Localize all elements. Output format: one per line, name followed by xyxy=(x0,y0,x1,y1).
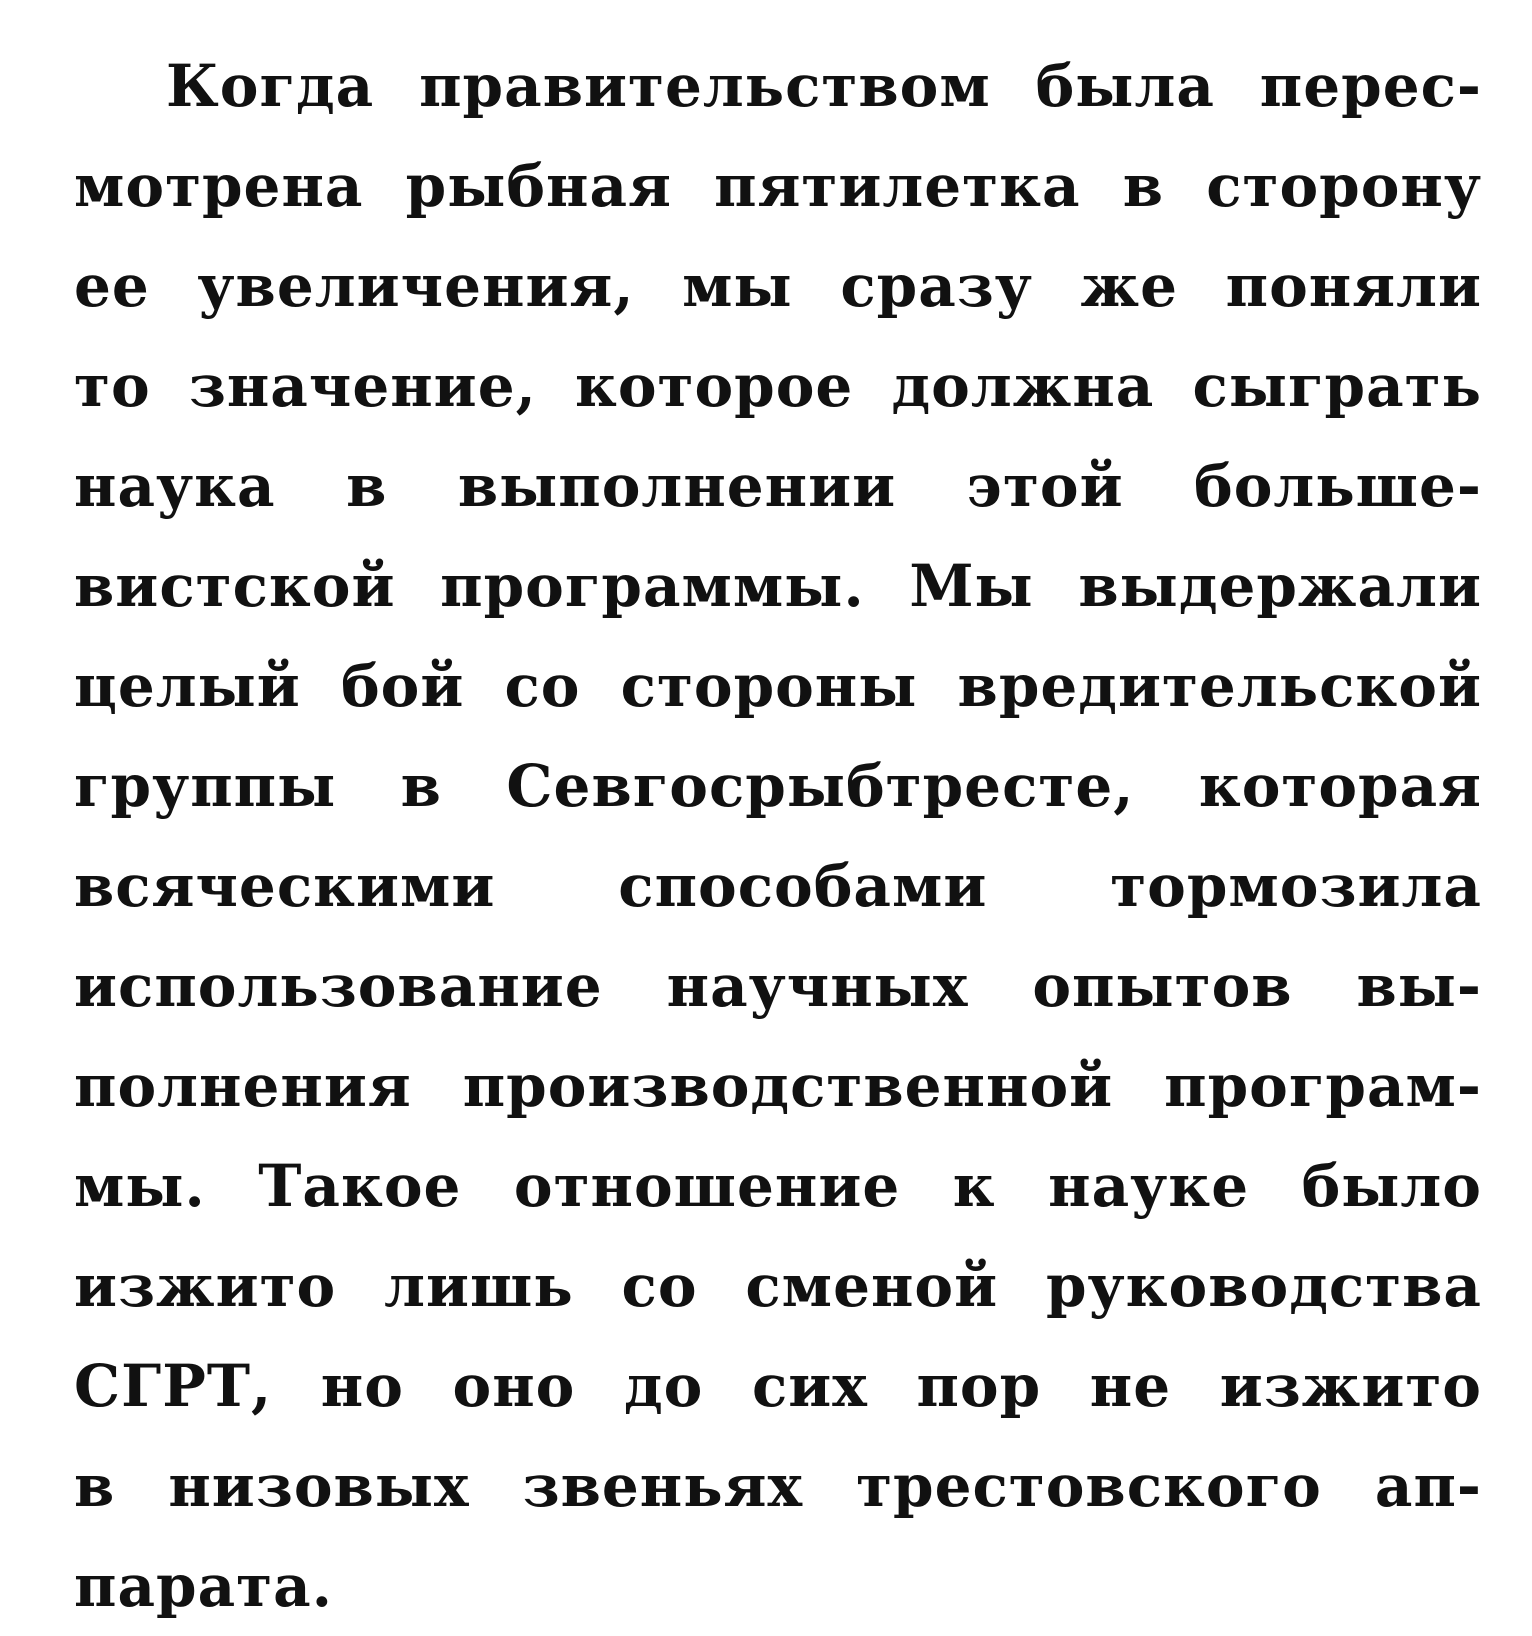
text-line: в низовых звеньях трестовского ап- xyxy=(74,1452,1482,1520)
text-line: Когда правительством была перес- xyxy=(166,52,1482,120)
text-line: мотрена рыбная пятилетка в сторону xyxy=(74,152,1482,220)
text-line: мы. Такое отношение к науке было xyxy=(74,1152,1482,1220)
text-line: ее увеличения, мы сразу же поняли xyxy=(74,252,1482,320)
text-line: изжито лишь со сменой руководства xyxy=(74,1252,1482,1320)
text-line: целый бой со стороны вредительской xyxy=(74,652,1482,720)
text-line: всяческими способами тормозила xyxy=(74,852,1482,920)
text-line: полнения производственной програм- xyxy=(74,1052,1482,1120)
text-line: наука в выполнении этой большe- xyxy=(74,452,1482,520)
text-line: СГРТ, но оно до сих пор не изжито xyxy=(74,1352,1482,1420)
article-paragraph xyxy=(74,36,1482,1636)
text-line: вистской программы. Мы выдержали xyxy=(74,552,1482,620)
text-line: то значение, которое должна сыграть xyxy=(74,352,1482,420)
text-line: использование научных опытов вы- xyxy=(74,952,1482,1020)
text-line: группы в Севгосрыбтресте, которая xyxy=(74,752,1482,820)
text-line: парата. xyxy=(74,1552,333,1620)
